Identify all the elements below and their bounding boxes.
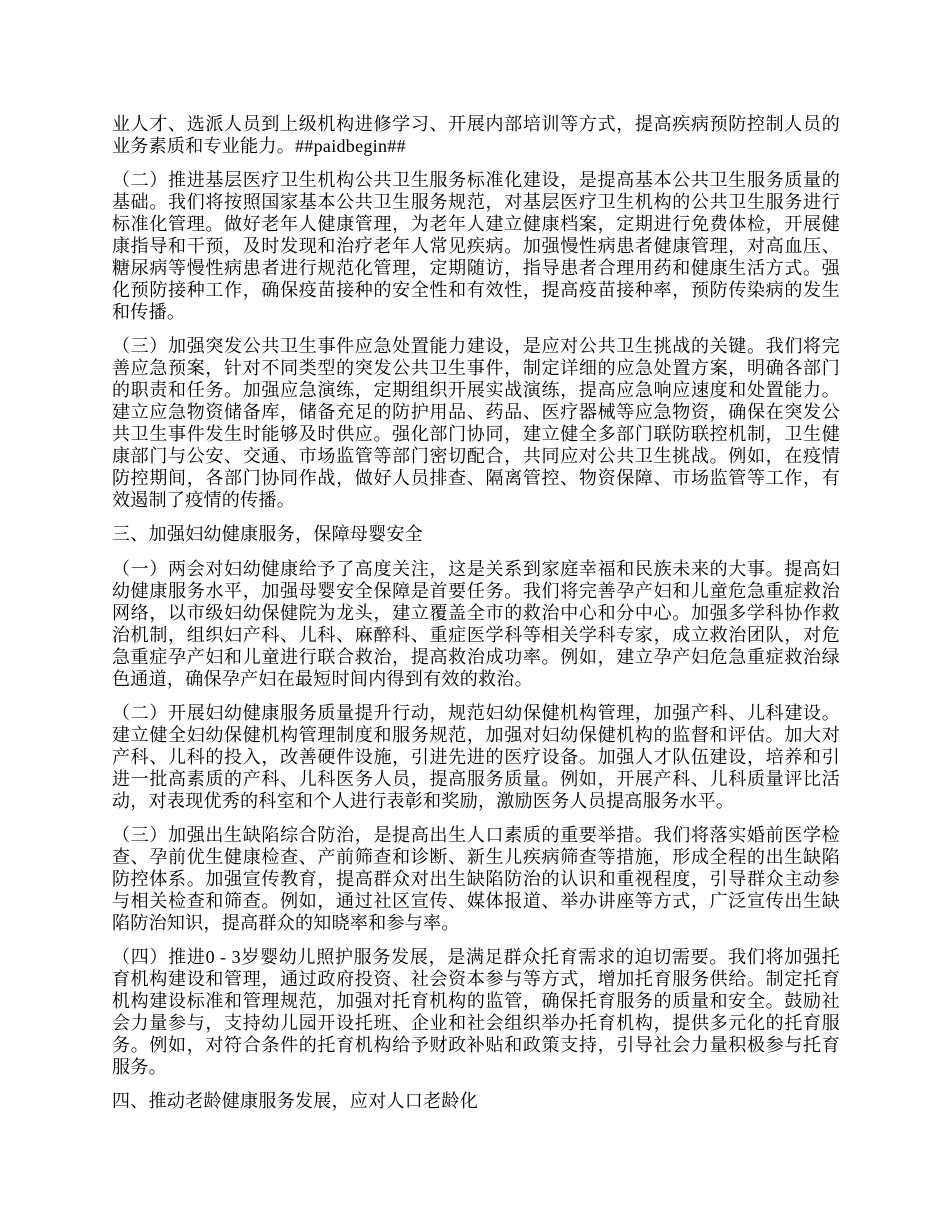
section-heading-4: 四、推动老龄健康服务发展，应对人口老龄化 [112, 1091, 478, 1111]
paragraph-item-3-birth-defect: （三）加强出生缺陷综合防治，是提高出生人口素质的重要举措。我们将落实婚前医学检查、孕前优生健康检查、产前筛查和诊断、新生儿疾病筛查等措施，形成全程的出生缺陷防控体系。加强宣传教育，提高群众对出生缺陷防治的认识和重视程度，引导群众主动参与相关检查和筛查。例如，通过社区宣传、媒体报道、举办讲座等方式，广泛宣传出生缺陷防治知识，提高群众的知晓率和参与率。 [112, 825, 840, 933]
paragraph-continuation: 业人才、选派人员到上级机构进修学习、开展内部培训等方式，提高疾病预防控制人员的业务素质和专业能力。##paidbegin## [112, 114, 840, 156]
paragraph-item-2: （二）推进基层医疗卫生机构公共卫生服务标准化建设，是提高基本公共卫生服务质量的基础。我们将按照国家基本公共卫生服务规范，对基层医疗卫生机构的公共卫生服务进行标准化管理。做好老年人健康管理，为老年人建立健康档案，定期进行免费体检，开展健康指导和干预，及时发现和治疗老年人常见疾病。加强慢性病患者健康管理，对高血压、糖尿病等慢性病患者进行规范化管理，定期随访，指导患者合理用药和健康生活方式。强化预防接种工作，确保疫苗接种的安全性和有效性，提高疫苗接种率，预防传染病的发生和传播。 [112, 170, 840, 322]
paragraph-item-1-maternal: （一）两会对妇幼健康给予了高度关注，这是关系到家庭幸福和民族未来的大事。提高妇幼健康服务水平，加强母婴安全保障是首要任务。我们将完善孕产妇和儿童危急重症救治网络，以市级妇幼保健院为龙头，建立覆盖全市的救治中心和分中心。加强多学科协作救治机制，组织妇产科、儿科、麻醉科、重症医学科等相关学科专家，成立救治团队，对危急重症孕产妇和儿童进行联合救治，提高救治成功率。例如，建立孕产妇危急重症救治绿色通道，确保孕产妇在最短时间内得到有效的救治。 [112, 559, 840, 689]
paragraph-item-3: （三）加强突发公共卫生事件应急处置能力建设，是应对公共卫生挑战的关键。我们将完善应急预案，针对不同类型的突发公共卫生事件，制定详细的应急处置方案，明确各部门的职责和任务。加强应急演练，定期组织开展实战演练，提高应急响应速度和处置能力。建立应急物资储备库，储备充足的防护用品、药品、医疗器械等应急物资，确保在突发公共卫生事件发生时能够及时供应。强化部门协同，建立健全多部门联防联控机制，卫生健康部门与公安、交通、市场监管等部门密切配合，共同应对公共卫生挑战。例如，在疫情防控期间，各部门协同作战，做好人员排查、隔离管控、物资保障、市场监管等工作，有效遏制了疫情的传播。 [112, 336, 840, 510]
paragraph-item-4-childcare: （四）推进0 - 3岁婴幼儿照护服务发展，是满足群众托育需求的迫切需要。我们将加强托育机构建设和管理，通过政府投资、社会资本参与等方式，增加托育服务供给。制定托育机构建设标准和管理规范，加强对托育机构的监管，确保托育服务的质量和安全。鼓励社会力量参与，支持幼儿园开设托班、企业和社会组织举办托育机构，提供多元化的托育服务。例如，对符合条件的托育机构给予财政补贴和政策支持，引导社会力量积极参与托育服务。 [112, 947, 840, 1077]
section-heading-3: 三、加强妇幼健康服务，保障母婴安全 [112, 524, 424, 544]
paragraph-item-2-maternal: （二）开展妇幼健康服务质量提升行动，规范妇幼保健机构管理，加强产科、儿科建设。建立健全妇幼保健机构管理制度和服务规范，加强对妇幼保健机构的监督和评估。加大对产科、儿科的投入，改善硬件设施，引进先进的医疗设备。加强人才队伍建设，培养和引进一批高素质的产科、儿科医务人员，提高服务质量。例如，开展产科、儿科质量评比活动，对表现优秀的科室和个人进行表彰和奖励，激励医务人员提高服务水平。 [112, 703, 840, 811]
